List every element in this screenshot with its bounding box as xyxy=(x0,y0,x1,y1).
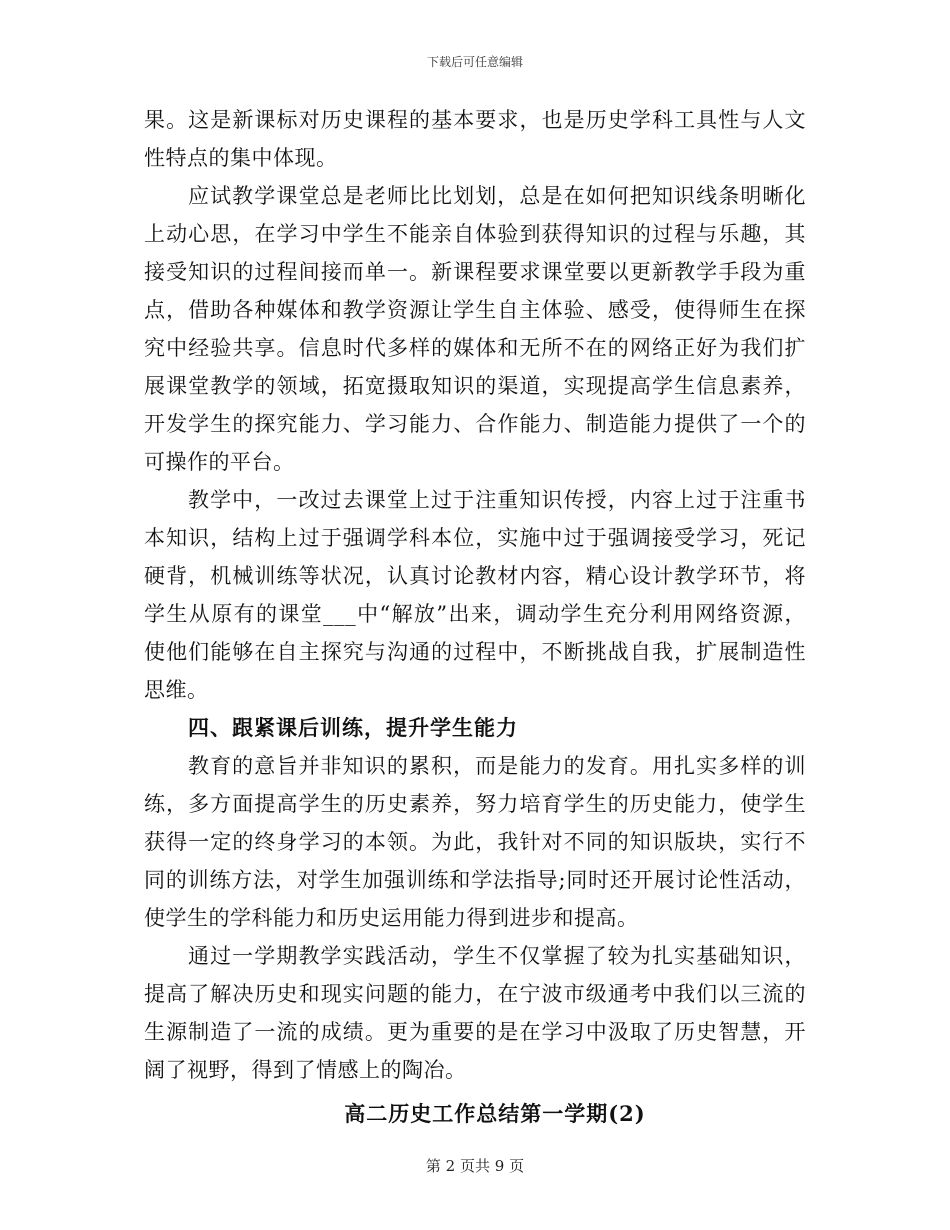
paragraph-line: 学生从原有的课堂___中“解放”出来，调动学生充分利用网络资源， xyxy=(144,602,806,626)
paragraph-line: 硬背，机械训练等状况，认真讨论教材内容，精心设计教学环节，将 xyxy=(144,564,806,588)
paragraph-line: 使学生的学科能力和历史运用能力得到进步和提高。 xyxy=(144,906,639,930)
paragraph-line: 教学中，一改过去课堂上过于注重知识传授，内容上过于注重书 xyxy=(188,488,806,512)
paragraph-line: 可操作的平台。 xyxy=(144,450,295,474)
paragraph-line: 开发学生的探究能力、学习能力、合作能力、制造能力提供了一个的 xyxy=(144,412,806,436)
paragraph-line: 阔了视野，得到了情感上的陶冶。 xyxy=(144,1058,467,1082)
paragraph-line: 应试教学课堂总是老师比比划划，总是在如何把知识线条明晰化 xyxy=(188,184,806,208)
paragraph-line: 本知识，结构上过于强调学科本位，实施中过于强调接受学习，死记 xyxy=(144,526,806,550)
paragraph-line: 究中经验共享。信息时代多样的媒体和无所不在的网络正好为我们扩 xyxy=(144,336,806,360)
paragraph-line: 获得一定的终身学习的本领。为此，我针对不同的知识版块，实行不 xyxy=(144,830,806,854)
paragraph-line: 上动心思，在学习中学生不能亲自体验到获得知识的过程与乐趣，其 xyxy=(144,222,806,246)
paragraph-line: 使他们能够在自主探究与沟通的过程中，不断挑战自我，扩展制造性 xyxy=(144,640,806,664)
paragraph-line: 思维。 xyxy=(144,678,209,702)
paragraph-line: 提高了解决历史和现实问题的能力，在宁波市级通考中我们以三流的 xyxy=(144,982,806,1006)
section-heading: 四、跟紧课后训练，提升学生能力 xyxy=(188,715,518,740)
paragraph-line: 果。这是新课标对历史课程的基本要求，也是历史学科工具性与人文 xyxy=(144,108,806,132)
paragraph-line: 点，借助各种媒体和教学资源让学生自主体验、感受，使得师生在探 xyxy=(144,298,806,322)
page-number: 第 2 页共 9 页 xyxy=(425,1157,525,1175)
paragraph-line: 同的训练方法，对学生加强训练和学法指导;同时还开展讨论性活动， xyxy=(144,868,806,892)
paragraph-line: 通过一学期教学实践活动，学生不仅掌握了较为扎实基础知识， xyxy=(188,944,806,968)
page-header: 下载后可任意编辑 xyxy=(426,55,523,69)
paragraph-line: 展课堂教学的领域，拓宽摄取知识的渠道，实现提高学生信息素养， xyxy=(144,374,806,398)
paragraph-line: 性特点的集中体现。 xyxy=(144,146,338,170)
paragraph-line: 接受知识的过程间接而单一。新课程要求课堂要以更新教学手段为重 xyxy=(144,260,806,284)
document-title: 高二历史工作总结第一学期(2) xyxy=(344,1101,646,1126)
paragraph-line: 教育的意旨并非知识的累积，而是能力的发育。用扎实多样的训 xyxy=(188,754,806,778)
paragraph-line: 生源制造了一流的成绩。更为重要的是在学习中汲取了历史智慧，开 xyxy=(144,1020,806,1044)
paragraph-line: 练，多方面提高学生的历史素养，努力培育学生的历史能力，使学生 xyxy=(144,792,806,816)
document-body xyxy=(144,101,806,1133)
